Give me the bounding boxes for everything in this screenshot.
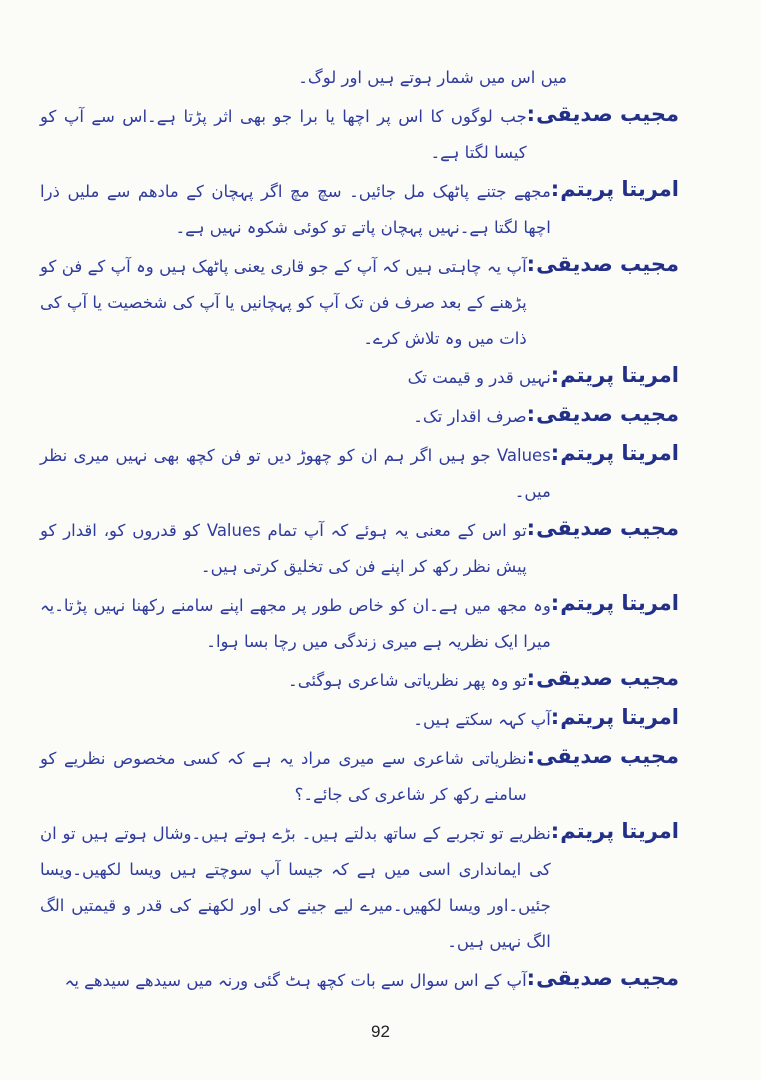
dialogue-turn: [40, 174, 679, 246]
speaker-name: مجیب صدیقی :: [527, 399, 679, 429]
dialogue-text: وہ مجھ میں ہے۔ان کو خاص طور پر مجھے اپنے سامنے رکھنا نہیں پڑتا۔یہ میرا ایک نظریہ ہے میری زندگی میں رچا بسا ہوا۔: [40, 596, 551, 651]
speaker-name: مجیب صدیقی :: [527, 513, 679, 543]
speaker-name: امریتا پریتم :: [551, 588, 679, 618]
dialogue-turn: [40, 438, 679, 510]
dialogue-text: Values جو ہیں اگر ہم ان کو چھوڑ دیں تو فن کچھ بھی نہیں میری نظر میں۔: [40, 446, 551, 501]
dialogue-text: صرف اقدار تک۔: [413, 407, 527, 426]
dialogue-text: آپ کے اس سوال سے بات کچھ ہٹ گئی ورنہ میں سیدھے سیدھے یہ: [64, 971, 527, 990]
dialogue-text: نظریاتی شاعری سے میری مراد یہ ہے کہ کسی مخصوص نظریے کو سامنے رکھ کر شاعری کی جائے۔؟: [40, 749, 527, 804]
dialogue-turn: [40, 663, 679, 699]
dialogue-turn: [40, 702, 679, 738]
speaker-name: مجیب صدیقی :: [527, 249, 679, 279]
dialogue-text: آپ کہہ سکتے ہیں۔: [413, 710, 551, 729]
speaker-name: امریتا پریتم :: [551, 360, 679, 390]
dialogue-text: میں اس میں شمار ہوتے ہیں اور لوگ۔: [298, 68, 567, 87]
dialogue-text: نظریے تو تجربے کے ساتھ بدلتے ہیں۔ بڑے ہوتے ہیں۔وشال ہوتے ہیں تو ان کی ایمانداری اسی میں ہے کہ جیسا آپ سوچتے ہیں ویسا لکھیں۔ویسا جئیں۔اور ویسا لکھیں۔میرے لیے جینے کی اور لکھنے کی قدر و قیمتیں الگ الگ نہیں ہیں۔: [40, 824, 551, 951]
dialogue-turn: [40, 99, 679, 171]
dialogue-turn: [40, 399, 679, 435]
speaker-name: امریتا پریتم :: [551, 438, 679, 468]
speaker-name: امریتا پریتم :: [551, 174, 679, 204]
speaker-name: امریتا پریتم :: [551, 816, 679, 846]
speaker-name: مجیب صدیقی :: [527, 663, 679, 693]
dialogue-text: آپ یہ چاہتی ہیں کہ آپ کے جو قاری یعنی پاٹھک ہیں وہ آپ کے فن کو پڑھنے کے بعد صرف فن تک آپ کو پہچانیں یا آپ کی شخصیت یا آپ کی ذات میں وہ تلاش کرے۔: [40, 257, 527, 348]
dialogue-text: مجھے جتنے پاٹھک مل جائیں۔ سچ مچ اگر پہچان کے مادھم سے ملیں ذرا اچھا لگتا ہے۔نہیں پہچان پاتے تو کوئی شکوہ نہیں ہے۔: [40, 182, 551, 237]
dialogue-turn: [40, 360, 679, 396]
dialogue-turn: [40, 963, 679, 999]
dialogue-turn: [40, 249, 679, 357]
page-number: 92: [371, 1022, 390, 1041]
dialogue-text: تو وہ پھر نظریاتی شاعری ہوگئی۔: [288, 671, 527, 690]
dialogue-turn: [40, 816, 679, 960]
speaker-name: مجیب صدیقی :: [527, 963, 679, 993]
speaker-name: مجیب صدیقی :: [527, 99, 679, 129]
dialogue-turn: [40, 513, 679, 585]
dialogue-continuation: [40, 60, 679, 96]
dialogue-turn: [40, 588, 679, 660]
speaker-name: امریتا پریتم :: [551, 702, 679, 732]
dialogue-text: نہیں قدر و قیمت تک: [407, 368, 551, 387]
dialogue-turn: [40, 741, 679, 813]
interview-dialogue: [40, 60, 679, 1002]
dialogue-text: تو اس کے معنی یہ ہوئے کہ آپ تمام Values کو قدروں کو، اقدار کو پیش نظر رکھ کر اپنے فن کی تخلیق کرتی ہیں۔: [40, 521, 527, 576]
speaker-name: مجیب صدیقی :: [527, 741, 679, 771]
dialogue-text: جب لوگوں کا اس پر اچھا یا برا جو بھی اثر پڑتا ہے۔اس سے آپ کو کیسا لگتا ہے۔: [40, 107, 527, 162]
